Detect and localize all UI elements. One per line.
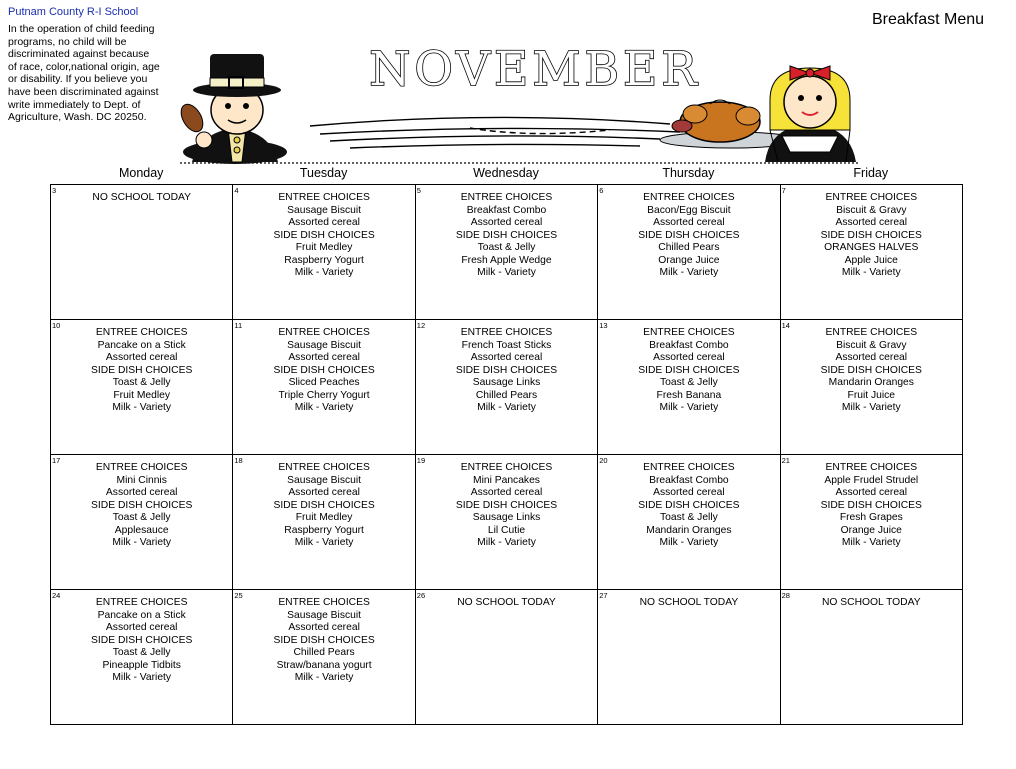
menu-line: Assorted cereal (288, 352, 360, 363)
menu-line: SIDE DISH CHOICES (820, 229, 922, 241)
menu-line: Mini Pancakes (473, 474, 540, 486)
calendar-day-cell (598, 455, 780, 590)
calendar-day-cell (781, 590, 963, 725)
menu-items (781, 327, 962, 415)
menu-line: Fresh Apple Wedge (461, 254, 552, 266)
notice-line: or disability. If you believe you (8, 73, 148, 86)
menu-items (416, 327, 597, 415)
menu-line: SIDE DISH CHOICES (455, 364, 558, 376)
menu-line: Assorted cereal (105, 622, 178, 633)
menu-line: Fresh Banana (656, 389, 722, 401)
menu-line: SIDE DISH CHOICES (273, 364, 375, 376)
notice-line: have been discriminated against (8, 85, 159, 98)
menu-line: Mandarin Oranges (828, 377, 914, 388)
menu-line: Assorted cereal (653, 487, 725, 498)
menu-items (598, 192, 779, 280)
menu-line: Assorted cereal (470, 352, 543, 363)
day-number: 17 (52, 456, 61, 465)
nondiscrimination-notice (8, 23, 173, 124)
menu-line: Milk - Variety (477, 402, 536, 413)
menu-items (598, 462, 779, 550)
menu-line: Toast & Jelly (659, 377, 718, 388)
calendar-day-cell (598, 320, 780, 455)
menu-line: ENTREE CHOICES (95, 597, 188, 608)
menu-line: Milk - Variety (477, 537, 536, 548)
menu-line: Assorted cereal (470, 217, 543, 228)
calendar-day-cell (416, 185, 598, 320)
menu-line: Fruit Medley (113, 389, 171, 401)
menu-items (233, 597, 414, 685)
menu-line: Assorted cereal (835, 217, 908, 228)
menu-line: Milk - Variety (841, 267, 901, 278)
calendar-day-cell (781, 185, 963, 320)
menu-line: Assorted cereal (835, 487, 908, 498)
menu-line: Toast & Jelly (477, 242, 536, 253)
menu-line: ENTREE CHOICES (278, 327, 370, 338)
menu-items (233, 192, 414, 280)
day-number: 28 (781, 591, 790, 600)
menu-line: ENTREE CHOICES (825, 327, 918, 338)
menu-line: Toast & Jelly (112, 647, 171, 658)
weekday-header-row (50, 166, 962, 184)
menu-line: ENTREE CHOICES (278, 192, 370, 203)
menu-line: Milk - Variety (294, 537, 354, 548)
menu-line: Toast & Jelly (112, 512, 171, 523)
menu-items (416, 192, 597, 280)
speed-swoosh (310, 117, 680, 148)
menu-line: Assorted cereal (105, 352, 178, 363)
menu-line: Applesauce (114, 524, 169, 536)
menu-line: Toast & Jelly (659, 512, 718, 523)
day-number: 4 (234, 186, 239, 195)
menu-line: Sliced Peaches (288, 377, 360, 388)
day-number: 12 (416, 321, 426, 330)
menu-line: Milk - Variety (294, 672, 354, 683)
menu-items (781, 597, 962, 610)
menu-line: Assorted cereal (288, 217, 360, 228)
menu-line: Assorted cereal (288, 487, 360, 498)
notice-line: In the operation of child feeding (8, 23, 155, 35)
weekday-label: Thursday (662, 166, 715, 180)
weekday-label: Friday (853, 166, 889, 180)
menu-line: SIDE DISH CHOICES (638, 499, 740, 511)
school-name: Putnam County R-I School (8, 6, 139, 18)
menu-line: Pineapple Tidbits (102, 659, 181, 671)
day-number: 19 (416, 456, 426, 465)
menu-line: SIDE DISH CHOICES (455, 229, 558, 241)
menu-items (416, 597, 597, 610)
menu-line: Pancake on a Stick (97, 339, 186, 351)
calendar-day-cell (233, 590, 415, 725)
menu-line: ENTREE CHOICES (460, 192, 553, 203)
menu-line: SIDE DISH CHOICES (273, 499, 375, 511)
day-number: 18 (234, 456, 243, 465)
notice-line: discriminated against because (8, 48, 150, 61)
menu-line: Sausage Links (472, 512, 541, 523)
day-number: 26 (416, 591, 426, 600)
menu-items (781, 462, 962, 550)
menu-line: Milk - Variety (477, 267, 536, 278)
menu-line: Chilled Pears (658, 242, 720, 253)
day-number: 13 (599, 321, 608, 330)
calendar-day-cell (51, 455, 233, 590)
menu-line: Triple Cherry Yogurt (278, 389, 370, 401)
menu-line: Assorted cereal (653, 352, 725, 363)
menu-items (598, 327, 779, 415)
menu-line: Assorted cereal (288, 622, 360, 633)
menu-line: Sausage Biscuit (287, 339, 362, 351)
day-number: 20 (599, 456, 608, 465)
menu-line: SIDE DISH CHOICES (91, 364, 193, 376)
menu-line: Mini Cinnis (116, 474, 167, 486)
menu-line: Mandarin Oranges (646, 524, 732, 536)
menu-line: Milk - Variety (112, 672, 172, 683)
menu-line: ENTREE CHOICES (825, 192, 918, 203)
day-number: 11 (234, 321, 243, 330)
calendar-day-cell (598, 590, 780, 725)
menu-line: Milk - Variety (841, 537, 901, 548)
menu-line: Apple Juice (844, 254, 898, 266)
menu-line: Raspberry Yogurt (284, 254, 364, 266)
menu-items (781, 192, 962, 280)
calendar-day-cell (416, 320, 598, 455)
menu-line: Breakfast Combo (649, 474, 729, 486)
day-number: 25 (234, 591, 243, 600)
pilgrim-girl-icon (765, 66, 856, 162)
menu-title: Breakfast Menu (872, 11, 985, 28)
menu-line: ENTREE CHOICES (643, 327, 735, 338)
menu-line: Milk - Variety (659, 267, 719, 278)
calendar-day-cell (233, 320, 415, 455)
menu-line: Sausage Biscuit (287, 609, 362, 621)
menu-line: ENTREE CHOICES (643, 192, 735, 203)
notice-line: programs, no child will be (8, 35, 127, 48)
menu-items (598, 597, 779, 610)
menu-line: Straw/banana yogurt (276, 659, 372, 671)
day-number: 3 (52, 186, 57, 195)
day-number: 6 (599, 186, 604, 195)
menu-items (51, 462, 232, 550)
menu-line: French Toast Sticks (461, 339, 552, 351)
day-number: 7 (781, 186, 786, 195)
menu-line: Fresh Grapes (839, 512, 903, 523)
menu-line: Raspberry Yogurt (284, 524, 364, 536)
menu-items (51, 597, 232, 685)
menu-line: Lil Cutie (487, 524, 526, 536)
calendar-day-cell (781, 320, 963, 455)
calendar-grid (50, 184, 963, 725)
menu-line: Assorted cereal (653, 217, 725, 228)
menu-line: NO SCHOOL TODAY (92, 192, 191, 203)
month-title: NOVEMBER (369, 42, 701, 97)
menu-line: SIDE DISH CHOICES (638, 229, 740, 241)
menu-line: Orange Juice (840, 524, 902, 536)
menu-line: SIDE DISH CHOICES (455, 499, 558, 511)
menu-line: Orange Juice (658, 254, 720, 266)
menu-items (51, 192, 232, 205)
menu-items (233, 462, 414, 550)
menu-line: Milk - Variety (112, 402, 172, 413)
menu-items (233, 327, 414, 415)
menu-items (51, 327, 232, 415)
day-number: 5 (416, 186, 421, 195)
calendar-day-cell (781, 455, 963, 590)
menu-line: Sausage Biscuit (287, 474, 362, 486)
menu-line: NO SCHOOL TODAY (821, 597, 921, 608)
menu-line: NO SCHOOL TODAY (457, 597, 556, 608)
menu-line: SIDE DISH CHOICES (91, 634, 193, 646)
calendar-day-cell (416, 455, 598, 590)
menu-line: Biscuit & Gravy (836, 204, 907, 216)
menu-line: ENTREE CHOICES (95, 327, 188, 338)
calendar-day-cell (51, 590, 233, 725)
menu-line: Milk - Variety (294, 402, 354, 413)
calendar-day-cell (416, 590, 598, 725)
menu-line: Milk - Variety (112, 537, 172, 548)
menu-line: Chilled Pears (475, 389, 538, 401)
menu-line: Breakfast Combo (649, 339, 729, 351)
menu-line: SIDE DISH CHOICES (820, 364, 922, 376)
calendar-day-cell (51, 185, 233, 320)
menu-line: Sausage Biscuit (287, 204, 362, 216)
calendar-day-cell (51, 320, 233, 455)
pilgrim-boy-icon (177, 54, 287, 164)
menu-line: Milk - Variety (659, 402, 719, 413)
menu-line: Apple Frudel Strudel (824, 474, 919, 486)
menu-line: SIDE DISH CHOICES (273, 634, 375, 646)
menu-line: Assorted cereal (105, 487, 178, 498)
menu-line: Assorted cereal (835, 352, 908, 363)
calendar-day-cell (233, 185, 415, 320)
calendar-day-cell (598, 185, 780, 320)
notice-line: of race, color,national origin, age (8, 60, 160, 73)
day-number: 27 (599, 591, 608, 600)
menu-line: ENTREE CHOICES (460, 327, 553, 338)
menu-line: Toast & Jelly (112, 377, 171, 388)
menu-line: Fruit Medley (295, 242, 353, 253)
menu-line: SIDE DISH CHOICES (273, 229, 375, 241)
menu-line: Milk - Variety (841, 402, 901, 413)
menu-line: NO SCHOOL TODAY (639, 597, 739, 608)
notice-line: write immediately to Dept. of (8, 98, 141, 111)
calendar-day-cell (233, 455, 415, 590)
weekday-label: Wednesday (473, 166, 539, 180)
day-number: 24 (52, 591, 61, 600)
menu-line: SIDE DISH CHOICES (820, 499, 922, 511)
day-number: 21 (781, 456, 790, 465)
menu-line: Sausage Links (472, 377, 541, 388)
menu-line: Assorted cereal (470, 487, 543, 498)
menu-line: ENTREE CHOICES (278, 597, 370, 608)
menu-line: Fruit Medley (295, 512, 353, 523)
menu-line: Breakfast Combo (466, 204, 547, 216)
weekday-label: Tuesday (299, 166, 348, 180)
notice-line: Agriculture, Wash. DC 20250. (8, 111, 147, 124)
day-number: 10 (52, 321, 61, 330)
menu-line: Biscuit & Gravy (836, 339, 907, 351)
menu-line: Pancake on a Stick (97, 609, 186, 621)
menu-line: Milk - Variety (294, 267, 354, 278)
menu-line: SIDE DISH CHOICES (91, 499, 193, 511)
menu-line: Chilled Pears (293, 647, 355, 658)
menu-line: Milk - Variety (659, 537, 719, 548)
menu-line: ENTREE CHOICES (825, 462, 918, 473)
menu-line: SIDE DISH CHOICES (638, 364, 740, 376)
menu-line: ORANGES HALVES (824, 242, 919, 253)
menu-line: ENTREE CHOICES (278, 462, 370, 473)
menu-line: ENTREE CHOICES (95, 462, 188, 473)
day-number: 14 (781, 321, 790, 330)
menu-line: Bacon/Egg Biscuit (647, 204, 731, 216)
menu-line: ENTREE CHOICES (643, 462, 735, 473)
weekday-label: Monday (118, 166, 164, 180)
menu-items (416, 462, 597, 550)
menu-line: Fruit Juice (847, 389, 896, 401)
menu-line: ENTREE CHOICES (460, 462, 553, 473)
